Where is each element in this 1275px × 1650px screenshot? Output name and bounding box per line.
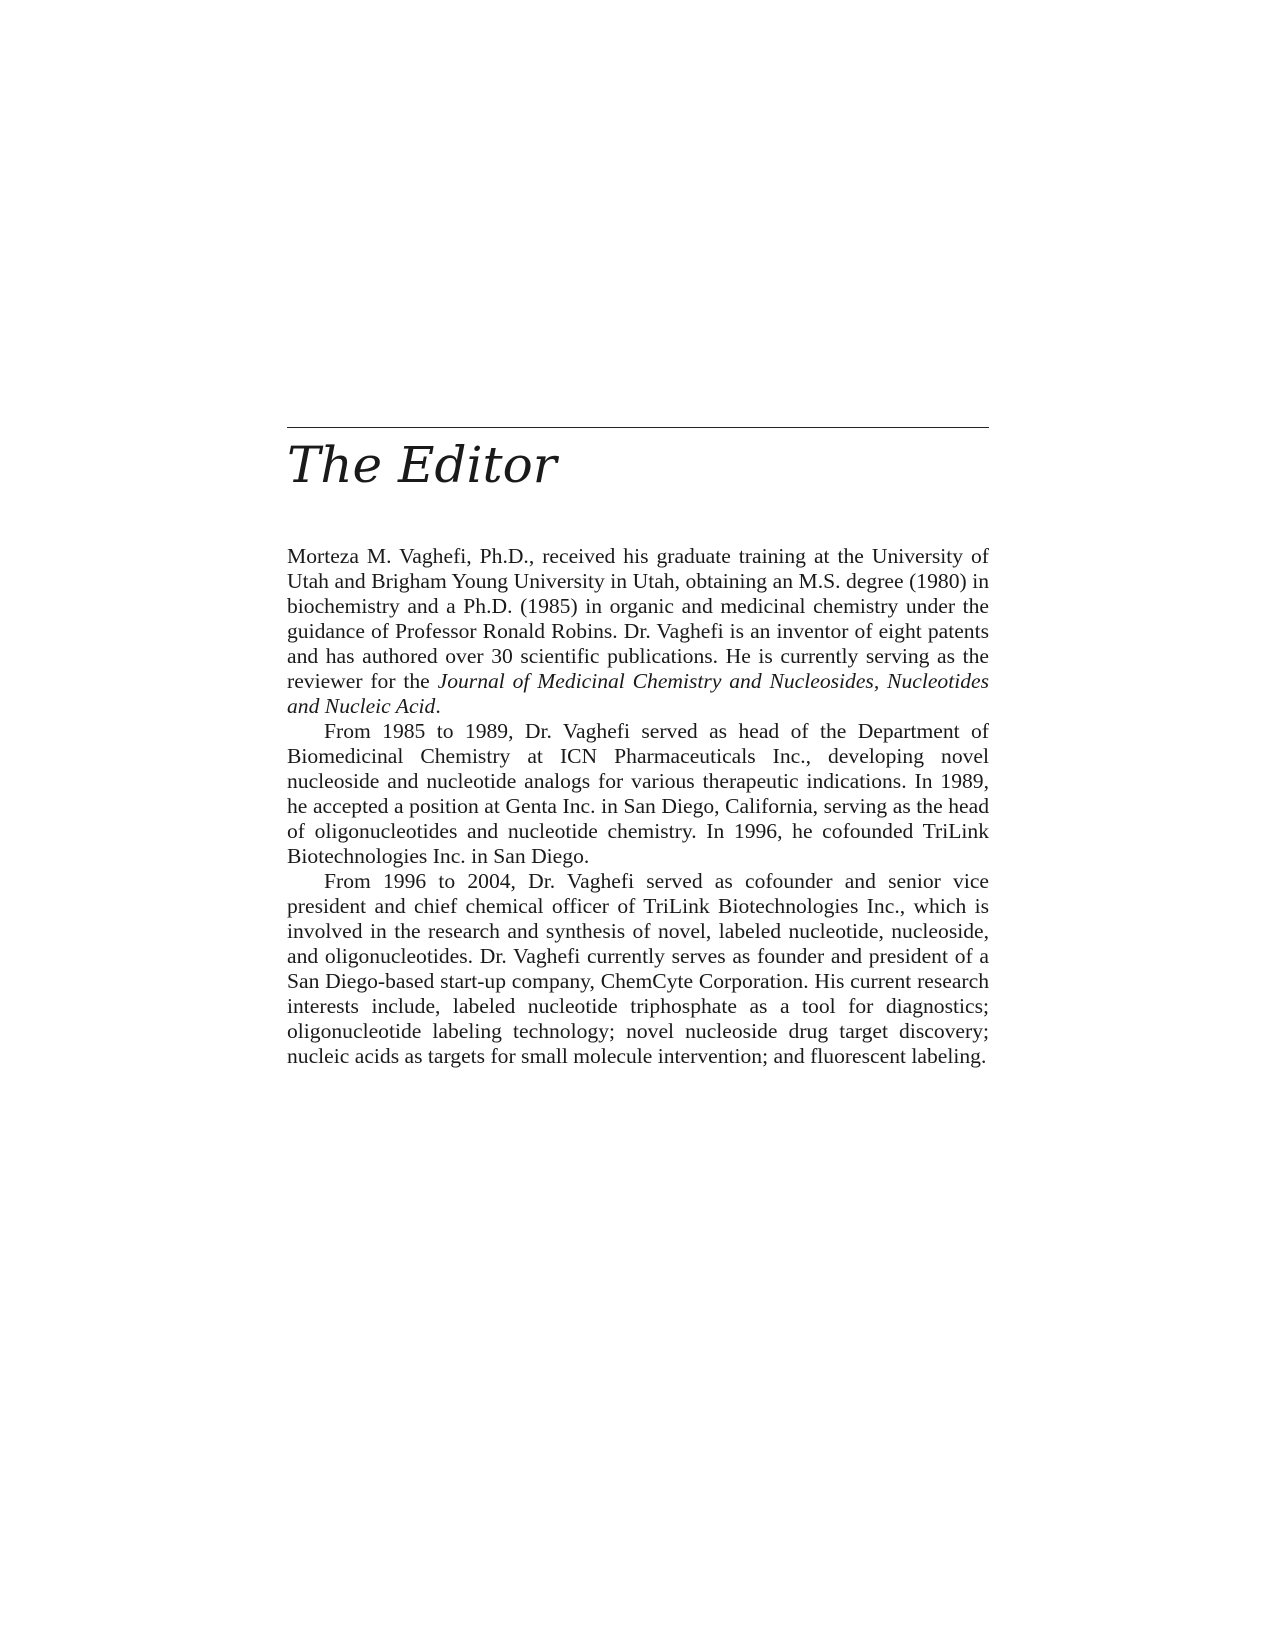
journal-title: Journal of Medicinal Chemistry and Nucleosides, Nucleotides and Nucleic Acid [287, 669, 990, 718]
title-rule [287, 427, 989, 428]
body-text [287, 544, 989, 1069]
page-title: The Editor [287, 436, 557, 494]
paragraph-3: From 1996 to 2004, Dr. Vaghefi served as cofounder and senior vice president and chief chemical officer of TriLink Biotechnologies Inc., which is involved in the research and synthesis of novel, labeled nucleotide, nucleoside, and oligonucleotides. Dr. Vaghefi currently serves as founder and president of a San Diego-based start-up company, ChemCyte Corporation. His current research interests include, labeled nucleotide triphosphate as a tool for diagnostics; oligonucleotide labeling technology; novel nucleoside drug target discovery; nucleic acids as targets for small molecule intervention; and fluorescent labeling. [287, 869, 989, 1068]
paragraph-1-text: Morteza M. Vaghefi, Ph.D., received his graduate training at the University of Utah and Brigham Young University in Utah, obtaining an M.S. degree (1980) in biochemistry and a Ph.D. (1985) in organic and medicinal chemistry under the guidance of Professor Ronald Robins. Dr. Vaghefi is an inventor of eight patents and has authored over 30 scientific publications. He is currently serving as the reviewer for the [287, 544, 989, 693]
paragraph-1 [287, 544, 989, 719]
paragraph-2: From 1985 to 1989, Dr. Vaghefi served as head of the Department of Biomedicinal Chemistry at ICN Pharmaceuticals Inc., developing novel nucleoside and nucleotide analogs for various therapeutic indications. In 1989, he accepted a position at Genta Inc. in San Diego, California, serving as the head of oligonucleotides and nucleotide chemistry. In 1996, he cofounded TriLink Biotechnologies Inc. in San Diego. [287, 719, 989, 868]
paragraph-1-end: . [435, 694, 441, 718]
